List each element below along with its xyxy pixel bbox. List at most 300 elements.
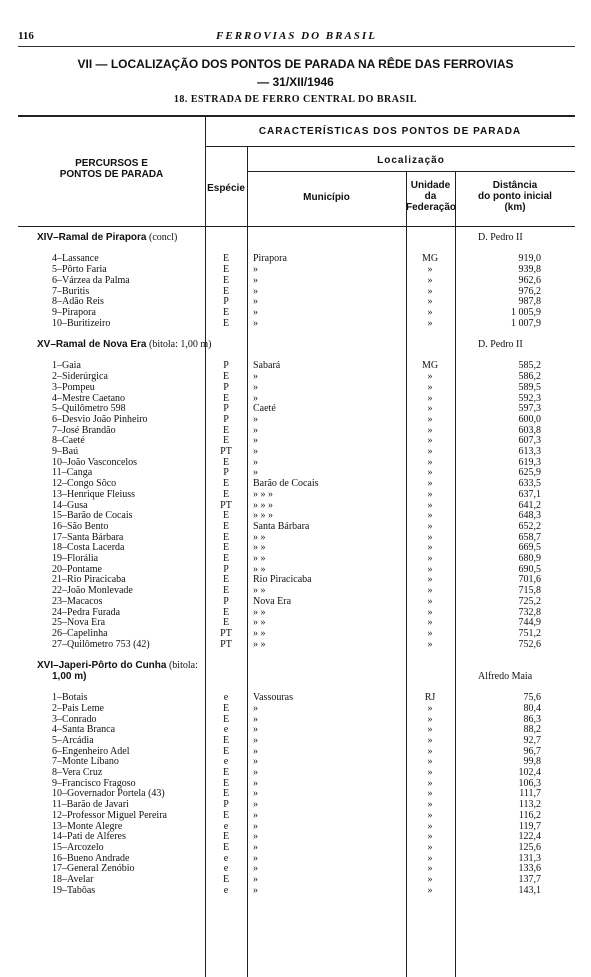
- stop-municipality: »: [253, 788, 258, 800]
- header-unidade-line1: Unidade: [410, 180, 451, 191]
- stop-species: P: [223, 799, 229, 811]
- stop-species: E: [222, 553, 230, 564]
- stop-species: E: [222, 488, 230, 500]
- stop-state: »: [427, 874, 433, 885]
- stop-distance: 744,9: [518, 617, 541, 629]
- stop-distance: 86,3: [523, 713, 541, 725]
- stop-municipality: Sabará: [253, 360, 281, 372]
- stop-municipality: » »: [253, 542, 266, 554]
- stop-municipality: Rio Piracicaba: [253, 574, 312, 586]
- stop-name: 7–Monte Líbano: [52, 756, 119, 768]
- stop-name: 19–Florália: [52, 553, 99, 564]
- header-distancia-line1: Distância: [492, 180, 538, 191]
- stop-municipality: »: [253, 777, 258, 789]
- stop-municipality: » » »: [253, 499, 273, 511]
- stop-state: »: [427, 306, 433, 318]
- stop-state: »: [427, 799, 433, 811]
- stop-species: PT: [220, 499, 232, 511]
- stop-species: E: [222, 702, 230, 714]
- stop-distance: 113,2: [518, 799, 541, 811]
- stop-name: 10–Buritizeiro: [52, 317, 111, 329]
- stop-name: 1–Botais: [52, 692, 88, 704]
- stop-state: »: [427, 809, 433, 821]
- stop-state: »: [427, 456, 433, 468]
- stop-species: P: [223, 381, 229, 393]
- stop-state: »: [427, 317, 433, 329]
- stop-municipality: » »: [253, 553, 266, 564]
- stop-state: »: [427, 863, 433, 875]
- stop-distance: 75,6: [523, 692, 541, 704]
- stop-state: »: [427, 531, 433, 543]
- stop-distance: 88,2: [523, 724, 541, 736]
- stop-species: e: [223, 724, 229, 736]
- header-distancia: [455, 180, 575, 213]
- stop-municipality: » »: [253, 627, 266, 639]
- header-especie: Espécie: [207, 183, 245, 194]
- stop-distance: 1 005,9: [511, 306, 541, 318]
- stop-state: »: [427, 638, 433, 650]
- stop-municipality: » »: [253, 585, 266, 597]
- stop-name: 9–Francisco Fragoso: [52, 777, 136, 789]
- stop-name: 5–Quilômetro 598: [52, 403, 126, 415]
- stop-municipality: Pirapora: [253, 253, 287, 265]
- stop-name: 6–Engenheiro Adel: [52, 745, 130, 757]
- stop-name: 7–Buritis: [52, 285, 90, 297]
- stop-municipality: »: [253, 413, 258, 425]
- stop-distance: 619,3: [518, 456, 541, 468]
- stop-name: 11–Canga: [52, 467, 93, 479]
- stop-species: e: [223, 884, 229, 896]
- stop-state: »: [427, 627, 433, 639]
- stop-state: »: [427, 488, 433, 500]
- stop-distance: 96,7: [523, 745, 541, 757]
- stop-name: 24–Pedra Furada: [52, 606, 121, 618]
- stop-state: »: [427, 831, 433, 843]
- stop-distance: 919,0: [518, 253, 541, 265]
- stop-name: 9–Pirapora: [52, 306, 96, 318]
- stop-name: 5–Arcádia: [52, 734, 94, 746]
- stop-municipality: »: [253, 831, 258, 843]
- header-percursos-line1: PERCURSOS E: [75, 158, 148, 169]
- stop-distance: 80,4: [523, 702, 541, 714]
- stop-state: »: [427, 702, 433, 714]
- stop-name: 20–Pontame: [52, 563, 102, 575]
- stop-state: »: [427, 424, 433, 436]
- stop-species: E: [222, 841, 230, 853]
- stop-municipality: »: [253, 702, 258, 714]
- page-number: 116: [18, 30, 34, 42]
- stop-distance: 633,5: [518, 478, 541, 490]
- stop-name: 18–Costa Lacerda: [52, 542, 125, 554]
- stop-name: 2–Siderúrgica: [52, 371, 108, 383]
- stop-name: 23–Macacos: [52, 595, 103, 607]
- stop-species: PT: [220, 446, 232, 457]
- header-rule: [18, 46, 575, 47]
- stop-distance: 701,6: [518, 574, 541, 586]
- stop-species: E: [222, 542, 230, 554]
- stop-distance: 751,2: [518, 627, 541, 639]
- section-label: XV–Ramal de Nova Era: [37, 339, 147, 350]
- stop-state: »: [427, 478, 433, 490]
- header-localizacao: Localização: [377, 155, 445, 166]
- stop-species: P: [223, 360, 229, 372]
- header-caracteristicas: CARACTERÍSTICAS DOS PONTOS DE PARADA: [258, 126, 522, 137]
- stop-municipality: »: [253, 724, 258, 736]
- stop-state: »: [427, 756, 433, 768]
- stop-municipality: »: [253, 306, 258, 318]
- stop-distance: 613,3: [518, 446, 541, 457]
- stop-name: 14–Gusa: [52, 499, 88, 511]
- stop-name: 4–Santa Branca: [52, 724, 116, 736]
- stop-species: E: [222, 306, 230, 318]
- header-distancia-line2: do ponto inicial: [478, 191, 552, 202]
- stop-species: E: [222, 456, 230, 468]
- stop-name: 17–General Zenóbio: [52, 863, 135, 875]
- stop-municipality: »: [253, 799, 258, 811]
- stop-name: 12–Professor Miguel Pereira: [52, 809, 167, 821]
- stop-distance: 658,7: [518, 531, 541, 543]
- stop-municipality: »: [253, 884, 258, 896]
- stop-state: »: [427, 777, 433, 789]
- stop-species: E: [222, 371, 230, 383]
- stop-name: 1–Gaia: [52, 360, 81, 372]
- stop-state: »: [427, 713, 433, 725]
- section-label: XIV–Ramal de Pirapora: [37, 232, 147, 243]
- document-title-date: — 31/XII/1946: [257, 75, 334, 89]
- header-unidade-line2: da: [424, 191, 437, 202]
- stop-species: E: [222, 510, 230, 522]
- stop-species: E: [222, 713, 230, 725]
- stop-state: »: [427, 542, 433, 554]
- section-suffix: (bitola:: [168, 660, 198, 671]
- stop-state: »: [427, 296, 433, 308]
- stop-species: e: [223, 863, 229, 875]
- stop-species: PT: [220, 638, 232, 650]
- stop-species: E: [222, 831, 230, 843]
- stop-name: 11–Barão de Javari: [52, 799, 129, 811]
- stop-state: »: [427, 734, 433, 746]
- stop-name: 26–Capelinha: [52, 627, 108, 639]
- stop-species: e: [223, 692, 229, 704]
- stop-name: 5–Pôrto Faria: [52, 264, 107, 276]
- stop-municipality: »: [253, 456, 258, 468]
- stop-species: P: [223, 296, 229, 308]
- stop-municipality: »: [253, 392, 258, 404]
- stop-municipality: »: [253, 852, 258, 864]
- stop-distance: 122,4: [518, 831, 541, 843]
- stop-name: 27–Quilômetro 753 (42): [52, 638, 150, 650]
- stop-state: »: [427, 403, 433, 415]
- stop-municipality: »: [253, 264, 258, 276]
- stop-name: 8–Caeté: [52, 435, 85, 447]
- stop-species: e: [223, 756, 229, 768]
- stop-distance: 589,5: [518, 381, 541, 393]
- stop-distance: 669,5: [518, 542, 541, 554]
- stop-name: 4–Mestre Caetano: [52, 392, 126, 404]
- localizacao-rule: [247, 171, 575, 172]
- stop-species: e: [223, 852, 229, 864]
- stop-state: »: [427, 381, 433, 393]
- stop-species: E: [222, 606, 230, 618]
- stop-distance: 715,8: [518, 585, 541, 597]
- header-percursos-line2: PONTOS DE PARADA: [59, 169, 164, 180]
- stop-species: P: [223, 467, 229, 479]
- stop-state: »: [427, 617, 433, 629]
- stop-name: 17–Santa Bárbara: [52, 531, 124, 543]
- stop-distance: 987,8: [518, 296, 541, 308]
- stop-name: 12–Congo Sôco: [52, 478, 117, 490]
- stop-species: E: [222, 585, 230, 597]
- stop-distance: 637,1: [518, 488, 541, 500]
- stop-species: E: [222, 734, 230, 746]
- table-body: [0, 232, 591, 977]
- stop-distance: 125,6: [518, 841, 541, 853]
- table-row: [0, 885, 591, 897]
- section-origin: D. Pedro II: [478, 232, 523, 243]
- stop-name: 22–João Monlevade: [52, 585, 133, 597]
- stop-name: 15–Barão de Cocais: [52, 510, 133, 522]
- stop-municipality: »: [253, 874, 258, 885]
- stop-species: E: [222, 777, 230, 789]
- stop-state: »: [427, 285, 433, 297]
- stop-state: MG: [421, 253, 439, 265]
- stop-municipality: »: [253, 435, 258, 447]
- stop-name: 6–Desvio João Pinheiro: [52, 413, 148, 425]
- stop-state: »: [427, 446, 433, 457]
- stop-municipality: Vassouras: [253, 692, 293, 704]
- running-title: FERROVIAS DO BRASIL: [216, 30, 377, 42]
- stop-municipality: »: [253, 756, 258, 768]
- stop-species: E: [222, 392, 230, 404]
- stop-state: »: [427, 585, 433, 597]
- caracteristicas-rule: [205, 146, 575, 147]
- section-origin: D. Pedro II: [478, 339, 523, 350]
- stop-distance: 732,8: [518, 606, 541, 618]
- stop-species: P: [223, 563, 229, 575]
- stop-municipality: »: [253, 424, 258, 436]
- stop-municipality: »: [253, 446, 258, 457]
- stop-municipality: »: [253, 767, 258, 778]
- section-label: 1,00 m): [52, 670, 87, 682]
- stop-distance: 99,8: [523, 756, 541, 768]
- stop-species: E: [222, 788, 230, 800]
- stop-municipality: Caeté: [253, 403, 276, 415]
- stop-municipality: » »: [253, 606, 266, 618]
- stop-distance: 607,3: [518, 435, 541, 447]
- stop-state: »: [427, 724, 433, 736]
- stop-state: »: [427, 520, 433, 532]
- stop-name: 13–Monte Alegre: [52, 820, 123, 832]
- stop-municipality: » » »: [253, 510, 273, 522]
- stop-municipality: Barão de Cocais: [253, 478, 319, 490]
- stop-species: P: [223, 595, 229, 607]
- stop-name: 13–Henrique Fleiuss: [52, 488, 136, 500]
- stop-species: E: [222, 809, 230, 821]
- stop-municipality: »: [253, 713, 258, 725]
- stop-municipality: » »: [253, 563, 266, 575]
- stop-state: MG: [421, 360, 439, 372]
- stop-distance: 752,6: [518, 638, 541, 650]
- stop-municipality: »: [253, 745, 258, 757]
- stop-municipality: »: [253, 820, 258, 832]
- header-unidade: [406, 180, 455, 213]
- section-origin: Alfredo Maia: [478, 670, 533, 682]
- stop-distance: 137,7: [518, 874, 541, 885]
- stop-species: E: [222, 745, 230, 757]
- stop-state: »: [427, 371, 433, 383]
- stop-name: 8–Vera Cruz: [52, 767, 103, 778]
- stop-distance: 143,1: [518, 884, 541, 896]
- stop-distance: 690,5: [518, 563, 541, 575]
- stop-species: P: [223, 413, 229, 425]
- stop-name: 25–Nova Era: [52, 617, 106, 629]
- stop-municipality: » » »: [253, 488, 273, 500]
- stop-distance: 586,2: [518, 371, 541, 383]
- stop-state: »: [427, 392, 433, 404]
- header-percursos: [18, 158, 205, 180]
- stop-species: E: [222, 531, 230, 543]
- stop-distance: 648,3: [518, 510, 541, 522]
- stop-name: 21–Rio Piracicaba: [52, 574, 126, 586]
- stop-municipality: » »: [253, 617, 266, 629]
- section-suffix: (bitola: 1,00 m): [149, 339, 212, 350]
- stop-municipality: »: [253, 296, 258, 308]
- stop-state: »: [427, 264, 433, 276]
- stop-state: »: [427, 563, 433, 575]
- section-label: XVI–Japeri-Pôrto do Cunha: [37, 660, 167, 671]
- stop-distance: 641,2: [518, 499, 541, 511]
- stop-distance: 111,7: [519, 788, 541, 800]
- stop-species: E: [222, 317, 230, 329]
- stop-distance: 106,3: [518, 777, 541, 789]
- stop-state: »: [427, 852, 433, 864]
- stop-state: »: [427, 884, 433, 896]
- stop-municipality: »: [253, 863, 258, 875]
- stop-municipality: Nova Era: [253, 595, 292, 607]
- stop-state: »: [427, 435, 433, 447]
- stop-municipality: »: [253, 467, 258, 479]
- stop-municipality: »: [253, 841, 258, 853]
- stop-species: E: [222, 478, 230, 490]
- stop-municipality: » »: [253, 531, 266, 543]
- stop-species: E: [222, 253, 230, 265]
- stop-state: »: [427, 820, 433, 832]
- stop-name: 4–Lassance: [52, 253, 99, 265]
- stop-municipality: »: [253, 734, 258, 746]
- stop-name: 10–João Vasconcelos: [52, 456, 138, 468]
- stop-name: 3–Pompeu: [52, 381, 95, 393]
- stop-name: 15–Arcozelo: [52, 841, 104, 853]
- stop-municipality: » »: [253, 638, 266, 650]
- stop-municipality: Santa Bárbara: [253, 520, 310, 532]
- stop-state: »: [427, 841, 433, 853]
- stop-species: E: [222, 520, 230, 532]
- table-top-rule: [18, 115, 575, 117]
- stop-species: E: [222, 424, 230, 436]
- stop-species: E: [222, 285, 230, 297]
- stop-species: E: [222, 274, 230, 286]
- stop-distance: 592,3: [518, 392, 541, 404]
- stop-name: 19–Tabôas: [52, 884, 96, 896]
- stop-name: 6–Várzea da Palma: [52, 274, 130, 286]
- document-title: VII — LOCALIZAÇÃO DOS PONTOS DE PARADA NA RÊDE DAS FERROVIAS: [77, 57, 514, 71]
- stop-municipality: »: [253, 317, 258, 329]
- stop-state: RJ: [424, 692, 436, 704]
- stop-species: E: [222, 574, 230, 586]
- stop-municipality: »: [253, 809, 258, 821]
- stop-distance: 585,2: [518, 360, 541, 372]
- stop-species: E: [222, 617, 230, 629]
- stop-name: 9–Baú: [52, 446, 79, 457]
- stop-state: »: [427, 510, 433, 522]
- stop-species: E: [222, 767, 230, 778]
- stop-name: 18–Avelar: [52, 874, 94, 885]
- stop-distance: 725,2: [518, 595, 541, 607]
- header-bottom-rule: [18, 226, 575, 227]
- stop-distance: 652,2: [518, 520, 541, 532]
- stop-distance: 603,8: [518, 424, 541, 436]
- stop-distance: 92,7: [523, 734, 541, 746]
- header-distancia-line3: (km): [504, 202, 526, 213]
- stop-municipality: »: [253, 381, 258, 393]
- stop-species: e: [223, 820, 229, 832]
- stop-distance: 939,8: [518, 264, 541, 276]
- stop-distance: 102,4: [518, 767, 541, 778]
- stop-name: 14–Pati de Alferes: [52, 831, 126, 843]
- stop-distance: 116,2: [518, 809, 541, 821]
- header-unidade-line3: Federação: [406, 202, 457, 213]
- stop-municipality: »: [253, 371, 258, 383]
- stop-species: E: [222, 264, 230, 276]
- stop-distance: 680,9: [518, 553, 541, 564]
- stop-municipality: »: [253, 285, 258, 297]
- stop-name: 16–São Bento: [52, 520, 109, 532]
- stop-name: 8–Adão Reis: [52, 296, 104, 308]
- stop-state: »: [427, 574, 433, 586]
- stop-state: »: [427, 499, 433, 511]
- stop-state: »: [427, 595, 433, 607]
- stop-name: 7–José Brandão: [52, 424, 116, 436]
- stop-state: »: [427, 788, 433, 800]
- stop-name: 3–Conrado: [52, 713, 97, 725]
- stop-species: E: [222, 435, 230, 447]
- stop-distance: 1 007,9: [511, 317, 541, 329]
- stop-state: »: [427, 767, 433, 778]
- stop-distance: 962,6: [518, 274, 541, 286]
- stop-municipality: »: [253, 274, 258, 286]
- stop-species: E: [222, 874, 230, 885]
- stop-distance: 119,7: [518, 820, 541, 832]
- stop-state: »: [427, 606, 433, 618]
- header-municipio: Município: [303, 192, 350, 203]
- page-header: [18, 30, 575, 44]
- stop-distance: 597,3: [518, 403, 541, 415]
- stop-state: »: [427, 745, 433, 757]
- stop-distance: 600,0: [518, 413, 541, 425]
- stop-species: PT: [220, 627, 232, 639]
- stop-distance: 625,9: [518, 467, 541, 479]
- stop-state: »: [427, 413, 433, 425]
- stop-distance: 976,2: [518, 285, 541, 297]
- stop-state: »: [427, 553, 433, 564]
- stop-species: P: [223, 403, 229, 415]
- stop-distance: 131,3: [518, 852, 541, 864]
- stop-distance: 133,6: [518, 863, 541, 875]
- stop-name: 16–Bueno Andrade: [52, 852, 130, 864]
- stop-state: »: [427, 467, 433, 479]
- stop-state: »: [427, 274, 433, 286]
- stop-name: 2–Pais Leme: [52, 702, 104, 714]
